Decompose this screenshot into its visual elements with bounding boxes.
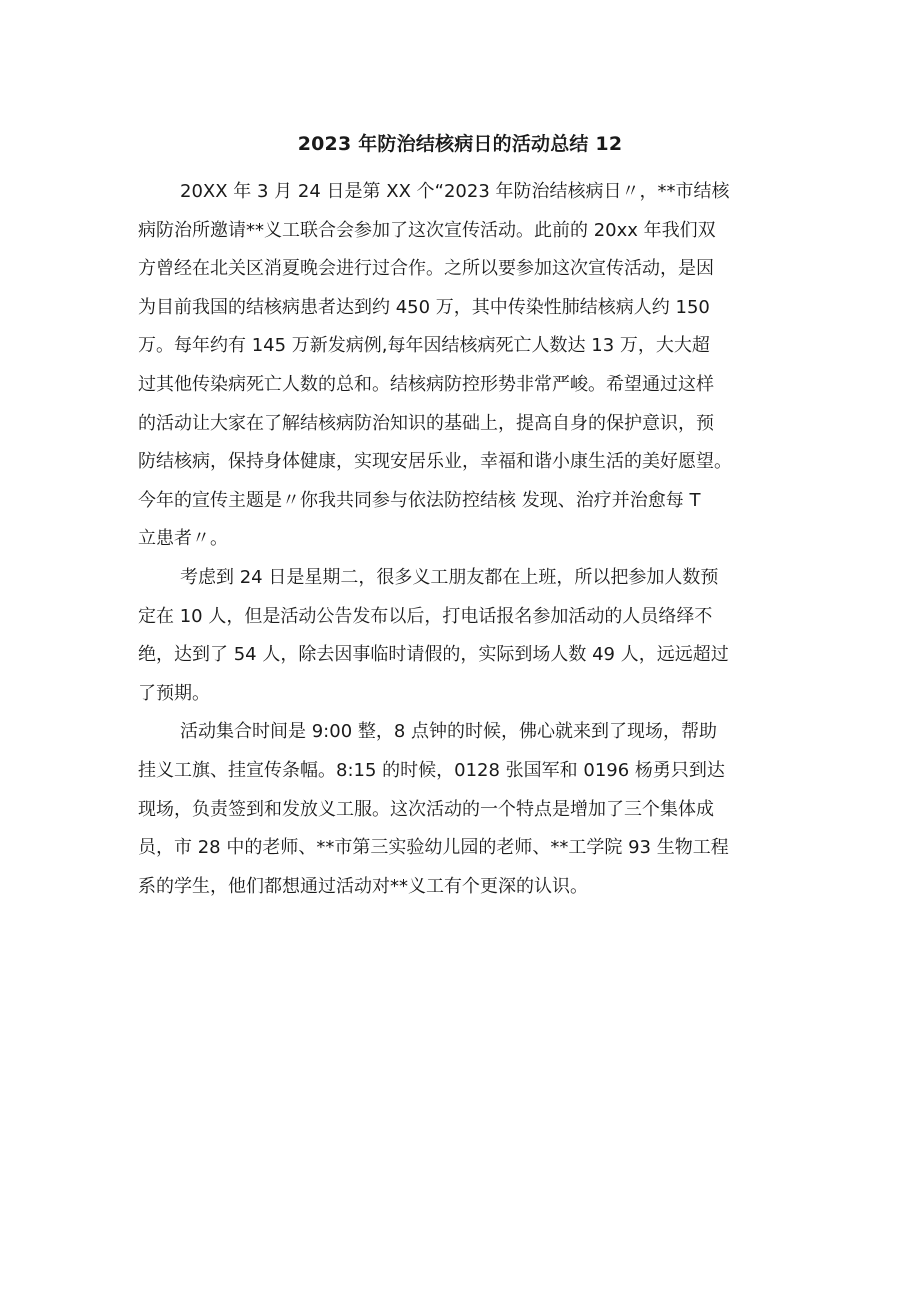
paragraph-line: 今年的宣传主题是〃你我共同参与依法防控结核 发现、治疗并治愈每 T — [138, 489, 701, 511]
paragraph-line: 防结核病，保持身体健康，实现安居乐业，幸福和谐小康生活的美好愿望。 — [138, 451, 732, 473]
paragraph-line: 20XX 年 3 月 24 日是第 XX 个“2023 年防治结核病日〃，**市结核 — [180, 181, 730, 202]
paragraph-line: 的活动让大家在了解结核病防治知识的基础上，提高自身的保护意识，预 — [138, 412, 714, 434]
paragraph-line: 考虑到 24 日是星期二，很多义工朋友都在上班，所以把参加人数预 — [180, 566, 719, 588]
paragraph-line: 万。每年约有 145 万新发病例,每年因结核病死亡人数达 13 万，大大超 — [138, 335, 710, 357]
paragraph-line: 活动集合时间是 9:00 整，8 点钟的时候，佛心就来到了现场，帮助 — [180, 721, 718, 743]
paragraph-line: 定在 10 人，但是活动公告发布以后，打电话报名参加活动的人员络绎不 — [138, 605, 713, 627]
paragraph-line: 挂义工旗、挂宣传条幅。8:15 的时候，0128 张国军和 0196 杨勇只到达 — [138, 759, 725, 781]
paragraph-line: 现场，负责签到和发放义工服。这次活动的一个特点是增加了三个集体成 — [138, 798, 714, 820]
paragraph-2 — [138, 559, 793, 713]
paragraph-3 — [138, 713, 793, 906]
document-title: 2023 年防治结核病日的活动总结 12 — [297, 133, 623, 155]
paragraph-line: 过其他传染病死亡人数的总和。结核病防控形势非常严峻。希望通过这样 — [138, 373, 714, 395]
paragraph-line: 立患者〃。 — [138, 528, 228, 550]
paragraph-line: 为目前我国的结核病患者达到约 450 万，其中传染性肺结核病人约 150 — [138, 296, 710, 318]
paragraph-line: 员，市 28 中的老师、**市第三实验幼儿园的老师、**工学院 93 生物工程 — [138, 837, 729, 859]
paragraph-line: 方曾经在北关区消夏晚会进行过合作。之所以要参加这次宣传活动，是因 — [138, 258, 714, 280]
paragraph-line: 了预期。 — [138, 682, 210, 704]
paragraph-1 — [138, 173, 793, 559]
paragraph-line: 系的学生，他们都想通过活动对**义工有个更深的认识。 — [138, 875, 588, 897]
paragraph-line: 绝，达到了 54 人，除去因事临时请假的，实际到场人数 49 人，远远超过 — [138, 644, 729, 666]
document-body — [138, 173, 793, 906]
paragraph-line: 病防治所邀请**义工联合会参加了这次宣传活动。此前的 20xx 年我们双 — [138, 219, 716, 241]
